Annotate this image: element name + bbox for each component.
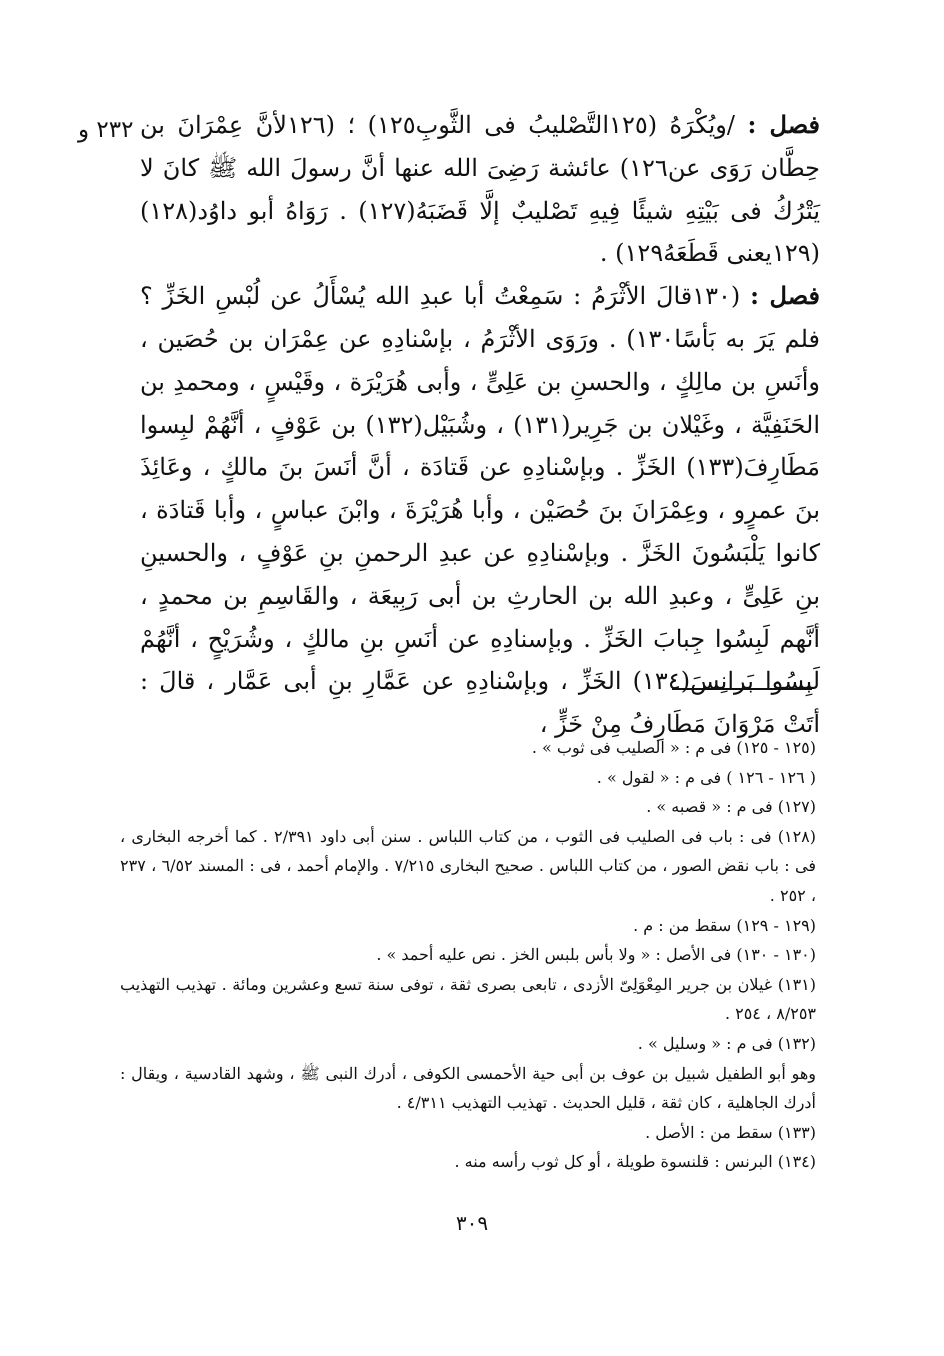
footnote: (١٢٧) فى م : « قصبه » . xyxy=(646,797,816,817)
footnote: ( ١٢٦ - ١٢٦ ) فى م : « لقول » . xyxy=(596,767,816,787)
paragraph-1-text: /ويُكْرَهُ (١٢٥التَّصْليبُ فى الثَّوبِ١٢٥) ؛ (١٢٦لأنَّ عِمْرَانَ بن حِطَّان رَوَى عن١٢٦) عائشة رَضِىَ الله عنها أنَّ رسولَ الله ﷺ كانَ لا يَتْرُكُ فى بَيْتِهِ شيئًا فِيهِ تَصْليبٌ إلَّا قَضَبَهُ(١٢٧) . رَوَاهُ أبو داوُد(١٢٨) (١٢٩يعنى قَطَعَهُ١٢٩) . xyxy=(140,111,820,268)
footnote: (١٣٠ - ١٣٠) فى الأصل : « ولا بأس بلبس الخز . نص عليه أحمد » . xyxy=(376,945,816,965)
paragraph-2-text: (١٣٠قالَ الأثْرَمُ : سَمِعْتُ أبا عبدِ الله يُسْأَلُ عن لُبْسِ الخَزِّ ؟ فلم يَرَ به بَأسًا١٣٠) . ورَوَى الأثْرَمُ ، بإسْنادِهِ عن عِمْرَان بن حُصَين ، وأنَسِ بن مالِكٍ ، والحسنِ بن عَلِىٍّ ، وأبى هُرَيْرَة ، وقَيْسٍ ، ومحمدِ بن الحَنَفِيَّة ، وغَيْلان بن جَرِير(١٣١) ، وشُبَيْل(١٣٢) بن عَوْفٍ ، أنَّهُمْ لبِسوا مَطَارِفَ(١٣٣) الخَزِّ . وبإسْنادِهِ عن قَتادَة ، أنَّ أنَسَ بنَ مالكٍ ، وعَائِذَ بنَ عمرٍو ، وعِمْرَانَ بنَ حُصَيْن ، وأبا هُرَيْرَةَ ، وابْنَ عباسٍ ، وأبا قَتادَة ، كانوا يَلْبَسُونَ الخَزَّ . وبإسْنادِهِ عن عبدِ الرحمنِ بنِ عَوْفٍ ، والحسينِ بنِ عَلِىٍّ ، وعبدِ الله بن الحارثِ بن أبى رَبِيعَة ، والقَاسِمِ بن محمدٍ ، أنَّهم لَبِسُوا جِبابَ الخَزِّ . وبإسنادِهِ عن أنَسِ بنِ مالكٍ ، وشُرَيْحٍ ، أنَّهُمْ لَبِسُوا بَرانِسَ(١٣٤) الخَزِّ ، وبإسْنادِهِ عن عَمَّارِ بنِ أبى عَمَّار ، قالَ : أتَتْ مَرْوَانَ مَطَارِفُ مِنْ خَزٍّ ، xyxy=(140,282,821,739)
footnote-divider xyxy=(672,688,812,690)
main-text xyxy=(140,104,820,746)
footnote: (١٣٤) البرنس : قلنسوة طويلة ، أو كل ثوب رأسه منه . xyxy=(454,1152,816,1172)
footnotes xyxy=(120,733,816,1177)
margin-folio-note: ٢٣٢ و xyxy=(78,117,134,143)
footnote: (١٢٩ - ١٢٩) سقط من : م . xyxy=(633,915,816,935)
paragraph-2 xyxy=(140,275,820,746)
footnote: (١٣٢) فى م : « وسليل » . xyxy=(637,1033,816,1053)
footnote: (١٣٣) سقط من : الأصل . xyxy=(645,1122,816,1142)
section-heading-2: فصل : xyxy=(750,281,820,311)
paragraph-1 xyxy=(140,104,820,275)
page-number: ٣٠٩ xyxy=(455,1211,489,1235)
footnote: وهو أبو الطفيل شبيل بن عوف بن أبى حية الأحمسى الكوفى ، أدرك النبى ﷺ ، وشهد القادسية ، ويقال : أدرك الجاهلية ، كان ثقة ، قليل الحديث . تهذيب التهذيب ٤/٣١١ . xyxy=(120,1063,816,1113)
footnote: (١٢٨) فى : باب فى الصليب فى الثوب ، من كتاب اللباس . سنن أبى داود ٢/٣٩١ . كما أخرجه البخارى ، فى : باب نقض الصور ، من كتاب اللباس . صحيح البخارى ٧/٢١٥ . والإمام أحمد ، فى : المسند ٦/٥٢ ، ٢٣٧ ، ٢٥٢ . xyxy=(120,826,816,905)
footnote: (١٢٥ - ١٢٥) فى م : « الصليب فى ثوب » . xyxy=(531,738,816,757)
footnote: (١٣١) غيلان بن جرير المِعْوَلِىّ الأزدى ، تابعى بصرى ثقة ، توفى سنة تسع وعشرين ومائة . تهذيب التهذيب ٨/٢٥٣ ، ٢٥٤ . xyxy=(120,974,817,1024)
section-heading-1: فصل : xyxy=(747,110,820,139)
